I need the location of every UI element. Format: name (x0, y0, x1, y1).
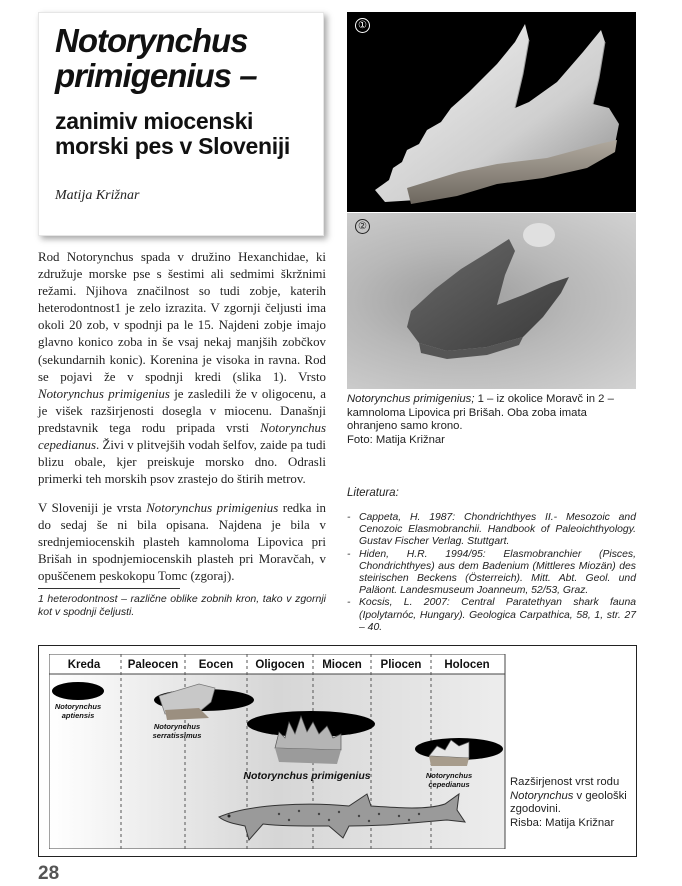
footnote: 1 heterodontnost – različne oblike zobnih kron, tako v zgornji kot v spodnji čeljusti. (38, 593, 326, 618)
period-label-holocen: Holocen (444, 659, 490, 671)
species-label-serratissimus: Notorynchus (153, 722, 201, 731)
species-label-cepedianus: Notorynchus (425, 771, 473, 780)
photo-caption: Notorynchus primigenius; 1 – iz okolice Moravč in 2 – kamnoloma Lipovica pri Brišah. Oba zoba imata ohranjeno samo krono. Foto: Matija Križnar (347, 393, 614, 446)
footnote-divider (38, 588, 180, 589)
period-label-kreda: Kreda (67, 659, 101, 671)
photo-number-badge: ① (355, 18, 370, 33)
literature-heading: Literatura: (347, 487, 399, 499)
body-paragraph-1: Rod Notorynchus spada v družino Hexanchidae, ki združuje morske pse s šestimi ali sedmimi škržnimi režami. Njihova značilnost so tudi zobje, katerih heterodontnost1 je zelo izrazita. V zgornji čeljusti ima okoli 20 zob, v spodnji pa le 15. Najdeni zobje imajo glavno konico zoba in še vsaj nekaj manjših zobčkov (sekundarnih konic). Korenina je visoka in ravna. Rod se pojavi že v spodnji kredi (slika 1). Vrsto Notorynchus primigenius je zasledili že v oligocenu, a je višek razširjenosti dosegla v miocenu. Današnji predstavnik tega rodu pripada vrsti Notorynchus cepedianus. Živi v plitvejših vodah šelfov, zaide pa tudi blizu obale, kjer preiskuje morsko dno. Odrasli primerki teh morskih psov zrastejo do štirih metrov. (38, 250, 326, 487)
tooth-1-illustration (347, 12, 636, 212)
body-paragraph-2: V Sloveniji je vrsta Notorynchus primigenius redka in do sedaj še ni bila opisana. Najdena je bila v srednjemiocenskih plasteh kamnoloma Lipovica pri Brišah in spodnjemiocenskih plasteh pri Moravčah, v opuščenem peskokopu Tomc (zgoraj). (38, 501, 326, 584)
range-aptiensis (52, 682, 104, 700)
species-label-aptiensis: Notorynchus (54, 702, 102, 711)
photo-number-badge: ② (355, 219, 370, 234)
photo-tooth-moravce (347, 12, 636, 212)
period-label-oligocen: Oligocen (255, 659, 305, 671)
timeline-diagram (49, 654, 509, 849)
tooth-2-illustration (347, 213, 636, 389)
species-label-serratissimus: serratissimus (152, 731, 202, 740)
literature-item: - Kocsis, L. 2007: Central Paratethyan shark fauna (Ipolytarnóc, Hungary). Geologica Carpathica, 58, 1, str. 27 – 40. (347, 597, 636, 633)
species-label-primigenius: Notorynchus primigenius (243, 770, 371, 782)
literature-item: - Cappeta, H. 1987: Chondrichthyes II.- Mesozoic and Cenozoic Elasmobranchii. Handbook of Paleoichthyology. Gustav Fischer Verlag. Stuttgart. (347, 512, 636, 548)
title-box (38, 12, 324, 236)
article-title: Notorynchus primigenius – (55, 22, 257, 94)
period-label-pliocen: Pliocen (380, 659, 422, 671)
literature-item: - Hiden, H.R. 1994/95: Elasmobranchier (Pisces, Chondrichthyes) aus dem Badenium (Mittleres Miozän) des steirischen Beckens (Österreich). Mitt. Abt. Geol. und Paläont. Landesmuseum Joanneum, 52/53, Graz. (347, 548, 636, 597)
species-label-cepedianus: cepedianus (428, 780, 470, 789)
timeline-figure (38, 645, 637, 857)
literature-list (347, 512, 636, 634)
author-name: Matija Križnar (55, 188, 140, 203)
species-label-aptiensis: aptiensis (61, 711, 95, 720)
period-label-eocen: Eocen (198, 659, 234, 671)
photo-tooth-lipovica (347, 213, 636, 389)
timeline-caption: Razširjenost vrst rodu Notorynchus v geološki zgodovini. Risba: Matija Križnar (510, 776, 627, 829)
article-subtitle: zanimiv miocenski morski pes v Sloveniji (55, 108, 291, 159)
period-label-miocen: Miocen (322, 659, 362, 671)
page-number: 28 (38, 863, 60, 884)
period-label-paleocen: Paleocen (127, 659, 179, 671)
